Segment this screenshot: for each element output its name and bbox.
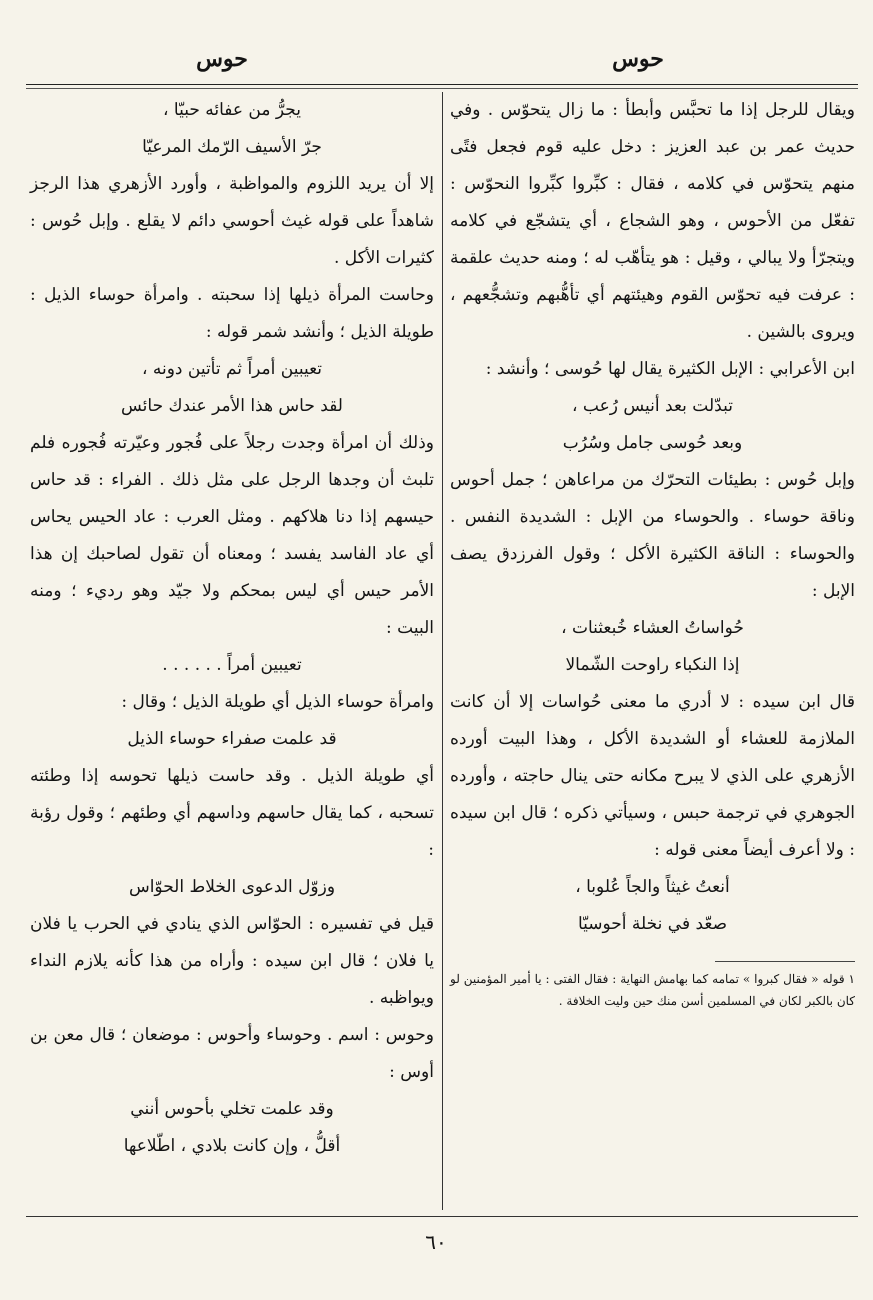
right-verse-1a: تبدّلت بعد أنيس رُعب ،	[572, 396, 733, 416]
right-verse-2b: إذا النكباء راوحت الشّمالا	[565, 655, 740, 675]
right-verse-3b: صعّد في نخلة أحوسيّا	[577, 914, 728, 934]
left-verse-0b: جرّ الأسيف الرّمك المرعيّا	[142, 137, 322, 157]
right-paragraph-1: ويقال للرجل إذا ما تحبَّس وأبطأ : ما زال يتحوّس . وفي حديث عمر بن عبد العزيز : دخل عليه قوم فجعل فتًى منهم يتحوّس في كلامه ، فقال : كبِّروا كبِّروا النحوّس : تفعّل من الأحوس ، وهو الشجاع ، أي يتشجّع في كلامه ويتجرّأ ولا يبالي ، وقيل : هو يتأهّب له ؛ ومنه حديث علقمة : عرفت فيه تحوّس القوم وهيئتهم أي تأهُّبهم وتشجُّعهم ، ويروى بالشين .	[450, 100, 855, 342]
left-verse-3: قد علمت صفراء حوساء الذيل	[127, 729, 337, 749]
left-paragraph-1: إلا أن يريد اللزوم والمواظبة ، وأورد الأزهري هذا الرجز شاهداً على قوله غيث أحوسي دائم لا يقلع . وإبل حُوس : كثيرات الأكل .	[30, 174, 434, 268]
header-rule	[26, 84, 858, 85]
left-paragraph-3: وذلك أن امرأة وجدت رجلاً على فُجور وعيّرته فُجوره فلم تلبث أن وجدها الرجل على مثل ذلك . الفراء : قد حاس حيسهم إذا دنا هلاكهم . ومثل العرب : عاد الحيس يحاس أي عاد الفاسد يفسد ؛ ومعناه أن تقول لصاحبك إن هذا الأمر حيس أي ليس بمحكم ولا جيّد وهو رديء ؛ ومنه البيت :	[30, 433, 434, 638]
footnote-rule	[715, 961, 855, 962]
left-verse-1a: تعيبين أمراً ثم تأتين دونه ،	[141, 359, 323, 379]
left-paragraph-4: وامرأة حوساء الذيل أي طويلة الذيل ؛ وقال :	[121, 692, 434, 712]
right-column	[450, 92, 855, 1012]
left-column	[30, 92, 434, 1165]
page-number: ٦٠	[425, 1230, 447, 1254]
header-rule-thin	[26, 88, 858, 89]
left-verse-2: تعيبين أمراً . . . . . .	[162, 655, 302, 675]
left-paragraph-6: قيل في تفسيره : الحوّاس الذي ينادي في الحرب يا فلان يا فلان ؛ قال ابن سيده : وأراه من هذا كأنه يلازم النداء ويواظبه .	[30, 914, 434, 1008]
header-entry-word-right: حوس	[612, 46, 664, 72]
right-paragraph-3: وإبل حُوس : بطيئات التحرّك من مراعاهن ؛ جمل أحوس وناقة حوساء . والحوساء من الإبل : الشديدة النفس . والحوساء : الناقة الكثيرة الأكل ؛ وقول الفرزدق يصف الإبل :	[450, 470, 855, 601]
right-paragraph-2: ابن الأعرابي : الإبل الكثيرة يقال لها حُوسى ؛ وأنشد :	[485, 359, 855, 379]
header-entry-word-left: حوس	[196, 46, 248, 72]
left-paragraph-7: وحوس : اسم . وحوساء وأحوس : موضعان ؛ قال معن بن أوس :	[30, 1025, 434, 1082]
footer-rule	[26, 1216, 858, 1217]
column-divider	[442, 92, 443, 1210]
left-verse-5b: أقلُّ ، وإن كانت بلادي ، اطّلاعها	[123, 1136, 341, 1156]
left-verse-1b: لقد حاس هذا الأمر عندك حائس	[121, 396, 343, 416]
right-verse-3a: أنعتُ غيثاً والجاً عُلوبا ،	[575, 877, 730, 897]
left-verse-5a: وقد علمت تخلي بأحوس أنني	[130, 1099, 334, 1119]
right-paragraph-4: قال ابن سيده : لا أدري ما معنى حُواسات إلا أن كانت الملازمة للعشاء أو الشديدة الأكل ، وهذا البيت أورده الأزهري على الذي لا يبرح مكانه حتى ينال حاجته ، وأورده الجوهري في ترجمة حبس ، وسيأتي ذكره ؛ قال ابن سيده : ولا أعرف أيضاً معنى قوله :	[450, 692, 855, 860]
left-verse-0a: يجرُّ من عفائه حبيّا ،	[163, 100, 301, 120]
left-paragraph-5: أي طويلة الذيل . وقد حاست ذيلها تحوسه إذا وطئته تسحبه ، كما يقال حاسهم وداسهم أي وطئهم ؛ وقول رؤبة :	[30, 766, 434, 860]
right-verse-2a: حُواساتُ العشاء خُبعثنات ،	[561, 618, 744, 638]
right-verse-1b: وبعد حُوسى جامل وسُرُب	[562, 433, 743, 453]
left-paragraph-2: وحاست المرأة ذيلها إذا سحبته . وامرأة حوساء الذيل : طويلة الذيل ؛ وأنشد شمر قوله :	[30, 285, 434, 342]
footnote: ١ قوله « فقال كبروا » تمامه كما بهامش النهاية : فقال الفتى : يا أمير المؤمنين لو كان بالكبر لكان في المسلمين أسن منك حين وليت الخلافة .	[450, 972, 855, 1008]
left-verse-4: وزوّل الدعوى الخلاط الحوّاس	[128, 877, 336, 897]
